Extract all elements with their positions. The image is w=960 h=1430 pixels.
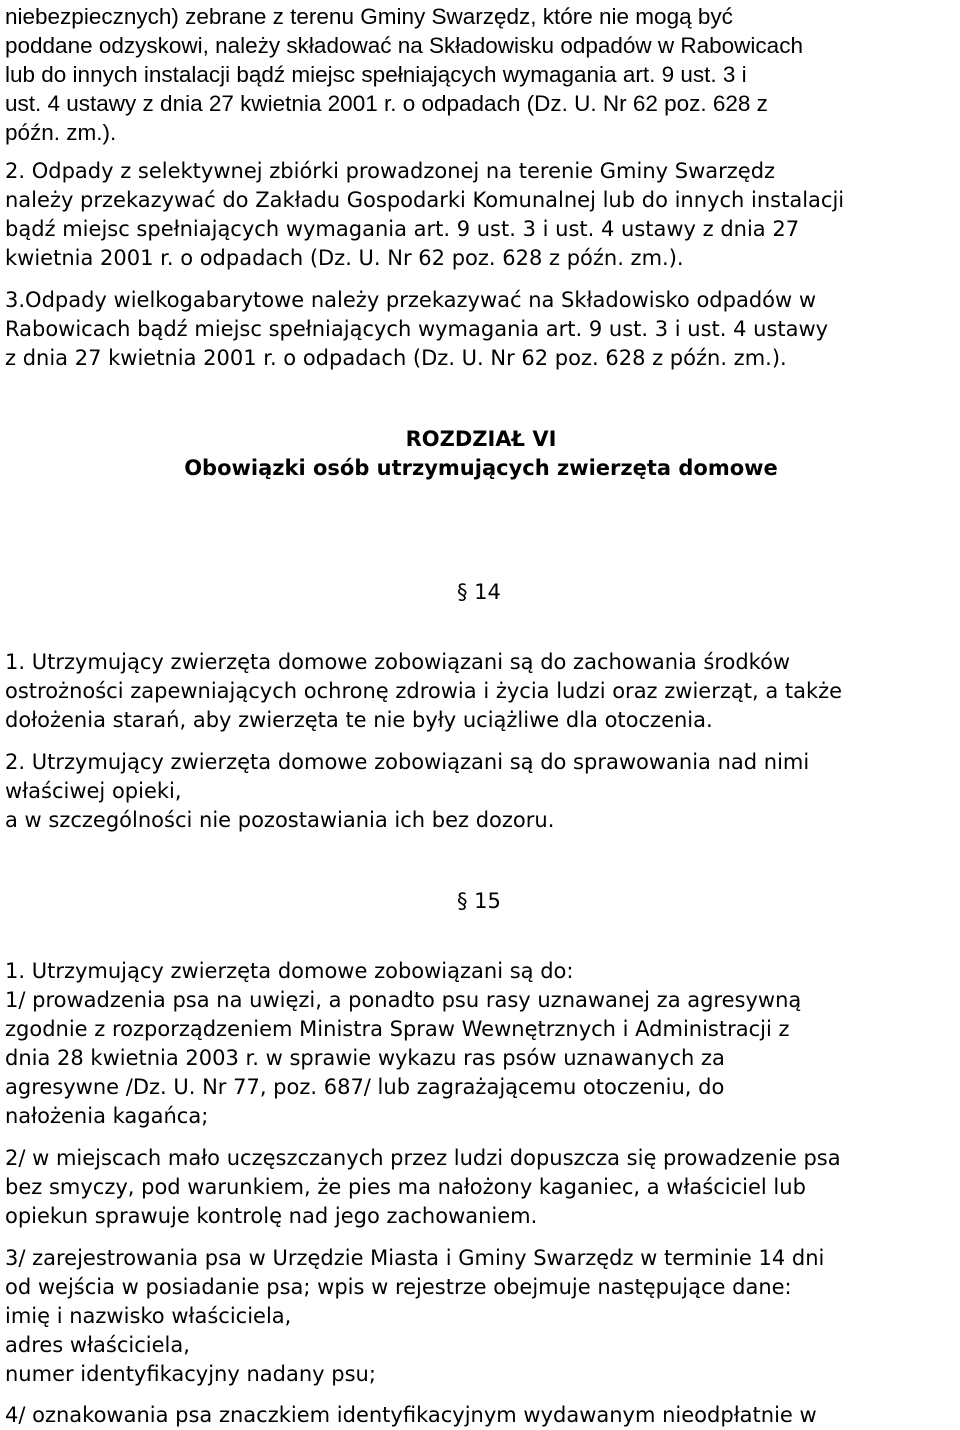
text-line: lub do innych instalacji bądź miejsc spełniających wymagania art. 9 ust. 3 i (5, 62, 747, 87)
text-line: ostrożności zapewniających ochronę zdrowia i życia ludzi oraz zwierząt, a także (5, 679, 843, 703)
text-line: bądź miejsc spełniających wymagania art. 9 ust. 3 i ust. 4 ustawy z dnia 27 (5, 217, 800, 241)
text-line: Rabowicach bądź miejsc spełniających wymagania art. 9 ust. 3 i ust. 4 ustawy (5, 317, 829, 341)
text-line: 2/ w miejscach mało uczęszczanych przez ludzi dopuszcza się prowadzenie psa (5, 1146, 841, 1170)
text-line: 1. Utrzymujący zwierzęta domowe zobowiązani są do zachowania środków (5, 650, 791, 674)
chapter-title: Obowiązki osób utrzymujących zwierzęta domowe (184, 456, 778, 480)
text-line: dnia 28 kwietnia 2003 r. w sprawie wykazu ras psów uznawanych za (5, 1046, 725, 1070)
text-line: 2. Odpady z selektywnej zbiórki prowadzonej na terenie Gminy Swarzędz (5, 159, 776, 183)
text-line: 3.Odpady wielkogabarytowe należy przekazywać na Składowisko odpadów w (5, 288, 817, 312)
chapter-number: ROZDZIAŁ VI (405, 427, 557, 451)
text-line: 4/ oznakowania psa znaczkiem identyfikacyjnym wydawanym nieodpłatnie w (5, 1403, 817, 1427)
text-line: kwietnia 2001 r. o odpadach (Dz. U. Nr 62 poz. 628 z późn. zm.). (5, 246, 684, 270)
text-line: 2. Utrzymujący zwierzęta domowe zobowiązani są do sprawowania nad nimi (5, 750, 810, 774)
text-line: a w szczególności nie pozostawiania ich bez dozoru. (5, 808, 555, 832)
text-line: poddane odzyskowi, należy składować na Składowisku odpadów w Rabowicach (5, 33, 803, 58)
text-line: imię i nazwisko właściciela, (5, 1304, 292, 1328)
text-line: ust. 4 ustawy z dnia 27 kwietnia 2001 r. o odpadach (Dz. U. Nr 62 poz. 628 z (5, 91, 768, 116)
text-line: opiekun sprawuje kontrolę nad jego zachowaniem. (5, 1204, 538, 1228)
text-line: numer identyfikacyjny nadany psu; (5, 1362, 376, 1386)
text-line: późn. zm.). (5, 120, 117, 145)
text-line: od wejścia w posiadanie psa; wpis w rejestrze obejmuje następujące dane: (5, 1275, 792, 1299)
text-line: należy przekazywać do Zakładu Gospodarki Komunalnej lub do innych instalacji (5, 188, 845, 212)
text-line: niebezpiecznych) zebrane z terenu Gminy Swarzędz, które nie mogą być (5, 4, 733, 29)
text-line: 1/ prowadzenia psa na uwięzi, a ponadto psu rasy uznawanej za agresywną (5, 988, 802, 1012)
text-line: zgodnie z rozporządzeniem Ministra Spraw Wewnętrznych i Administracji z (5, 1017, 790, 1041)
text-line: dołożenia starań, aby zwierzęta te nie były uciążliwe dla otoczenia. (5, 708, 713, 732)
section-14-heading: § 14 (457, 580, 501, 604)
section-15-heading: § 15 (457, 889, 501, 913)
text-line: z dnia 27 kwietnia 2001 r. o odpadach (Dz. U. Nr 62 poz. 628 z późn. zm.). (5, 346, 787, 370)
text-line: bez smyczy, pod warunkiem, że pies ma nałożony kaganiec, a właściciel lub (5, 1175, 806, 1199)
text-line: nałożenia kagańca; (5, 1104, 209, 1128)
text-line: właściwej opieki, (5, 779, 182, 803)
text-line: 3/ zarejestrowania psa w Urzędzie Miasta i Gminy Swarzędz w terminie 14 dni (5, 1246, 825, 1270)
text-line: adres właściciela, (5, 1333, 190, 1357)
text-line: agresywne /Dz. U. Nr 77, poz. 687/ lub zagrażającemu otoczeniu, do (5, 1075, 725, 1099)
section-15-intro: 1. Utrzymujący zwierzęta domowe zobowiązani są do: (5, 959, 574, 983)
